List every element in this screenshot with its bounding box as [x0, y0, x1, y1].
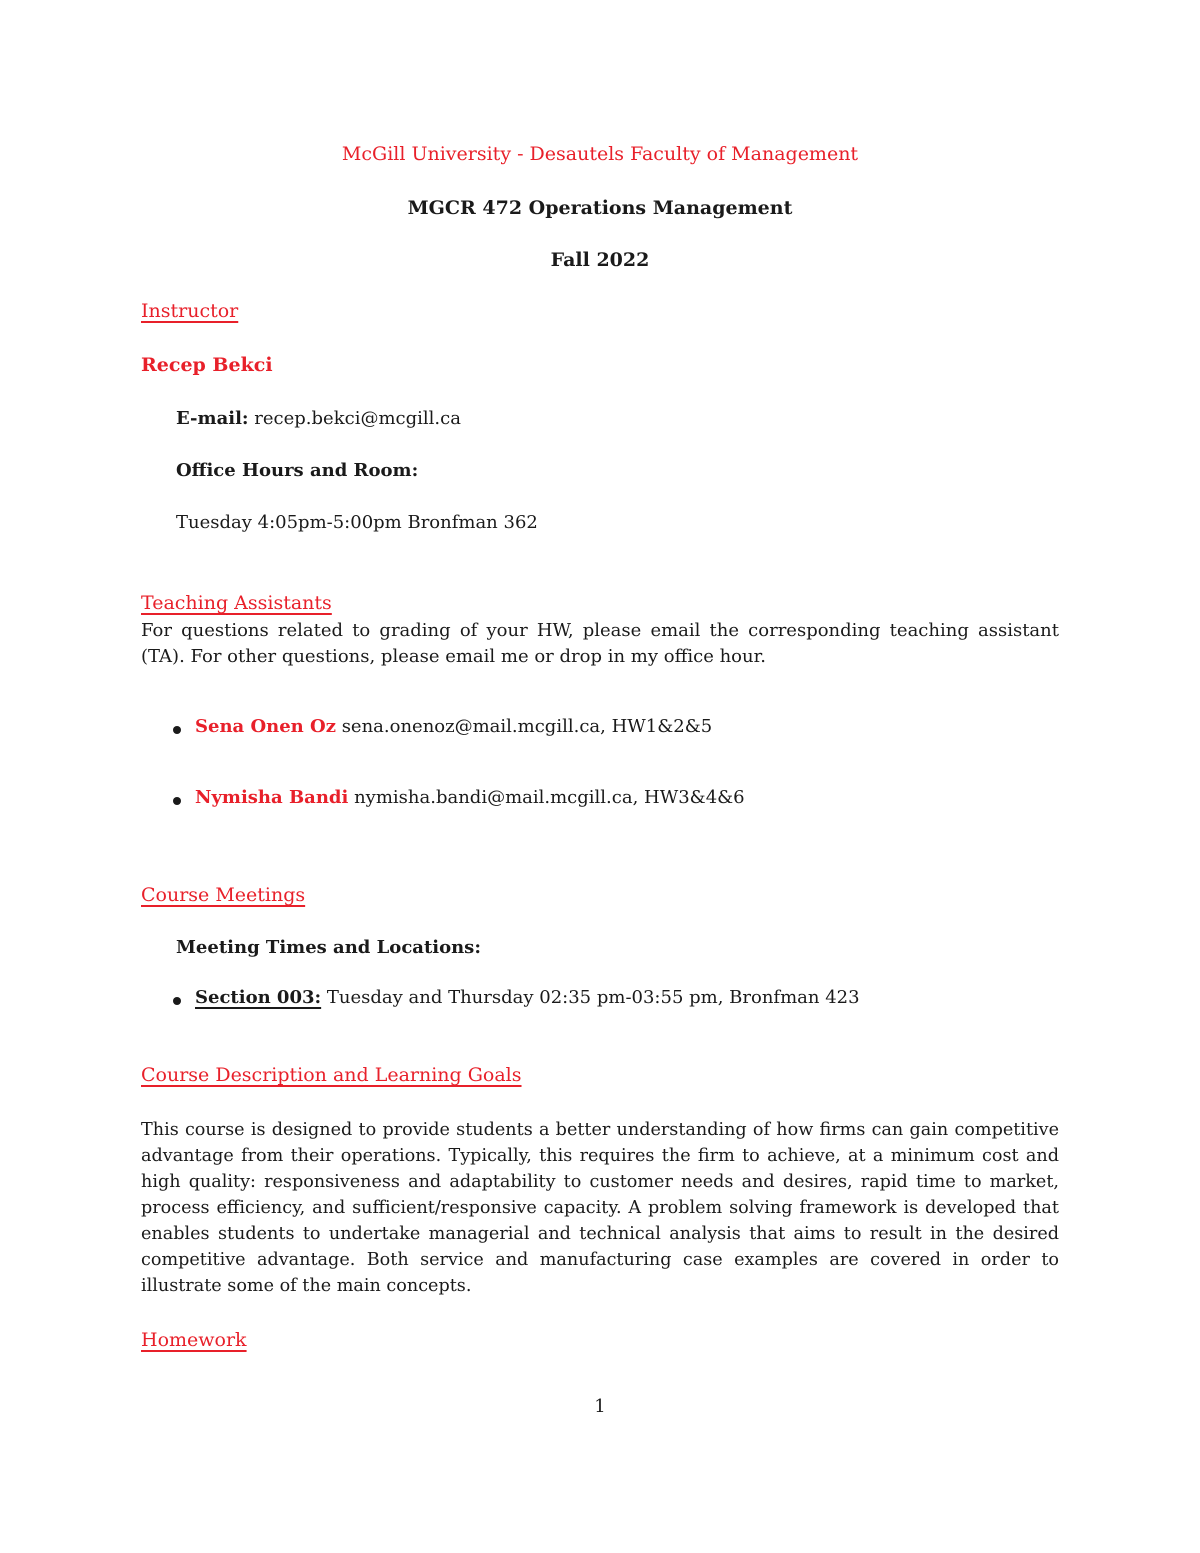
instructor-email[interactable]: recep.bekci@mcgill.ca [254, 408, 461, 429]
university-title: McGill University - Desautels Faculty of Management [341, 143, 859, 165]
instructor-name: Recep Bekci [141, 354, 273, 376]
ta-intro-line-1: For questions related to grading of your HW, please email the corresponding teaching assistant [141, 620, 1059, 641]
course-title: MGCR 472 Operations Management [407, 197, 793, 219]
ta-name: Nymisha Bandi [195, 787, 349, 808]
meeting-times-label: Meeting Times and Locations: [176, 937, 481, 958]
ta-intro-line-2: (TA). For other questions, please email me or drop in my office hour. [141, 646, 766, 667]
meeting-section-item [195, 987, 860, 1008]
section-heading-teaching-assistants: Teaching Assistants [141, 592, 332, 614]
ta-name: Sena Onen Oz [195, 716, 336, 737]
section-heading-course-description: Course Description and Learning Goals [141, 1064, 522, 1086]
office-hours-text: Tuesday 4:05pm-5:00pm Bronfman 362 [176, 512, 538, 533]
section-heading-homework: Homework [141, 1329, 247, 1351]
office-hours-label: Office Hours and Room: [176, 460, 419, 481]
term-title: Fall 2022 [550, 249, 650, 271]
course-description-paragraph: This course is designed to provide students a better understanding of how firms can gain competitive advantage from their operations. Typically, this requires the firm to achieve, at a minimum cost and high quality: responsiveness and adaptability to customer needs and desires, rapid time to market, process efficiency, and sufficient/responsive capacity. A problem solving framework is developed that enables students to undertake managerial and technical analysis that aims to result in the desired competitive advantage. Both service and manufacturing case examples are covered in order to illustrate some of the main concepts. [141, 1120, 1059, 1296]
ta-list-item [195, 787, 745, 808]
instructor-email-row [176, 408, 461, 429]
email-label: E-mail: [176, 408, 249, 429]
bullet-icon [173, 726, 181, 734]
bullet-icon [173, 997, 181, 1005]
section-heading-instructor: Instructor [141, 300, 239, 322]
ta-list-item [195, 716, 712, 737]
ta-details: nymisha.bandi@mail.mcgill.ca, HW3&4&6 [354, 787, 745, 808]
meeting-section-label: Section 003: [195, 987, 322, 1008]
meeting-section-details: Tuesday and Thursday 02:35 pm-03:55 pm, Bronfman 423 [326, 987, 860, 1008]
bullet-icon [173, 797, 181, 805]
ta-details: sena.onenoz@mail.mcgill.ca, HW1&2&5 [341, 716, 713, 737]
section-heading-course-meetings: Course Meetings [141, 884, 306, 906]
page-number: 1 [594, 1396, 606, 1417]
